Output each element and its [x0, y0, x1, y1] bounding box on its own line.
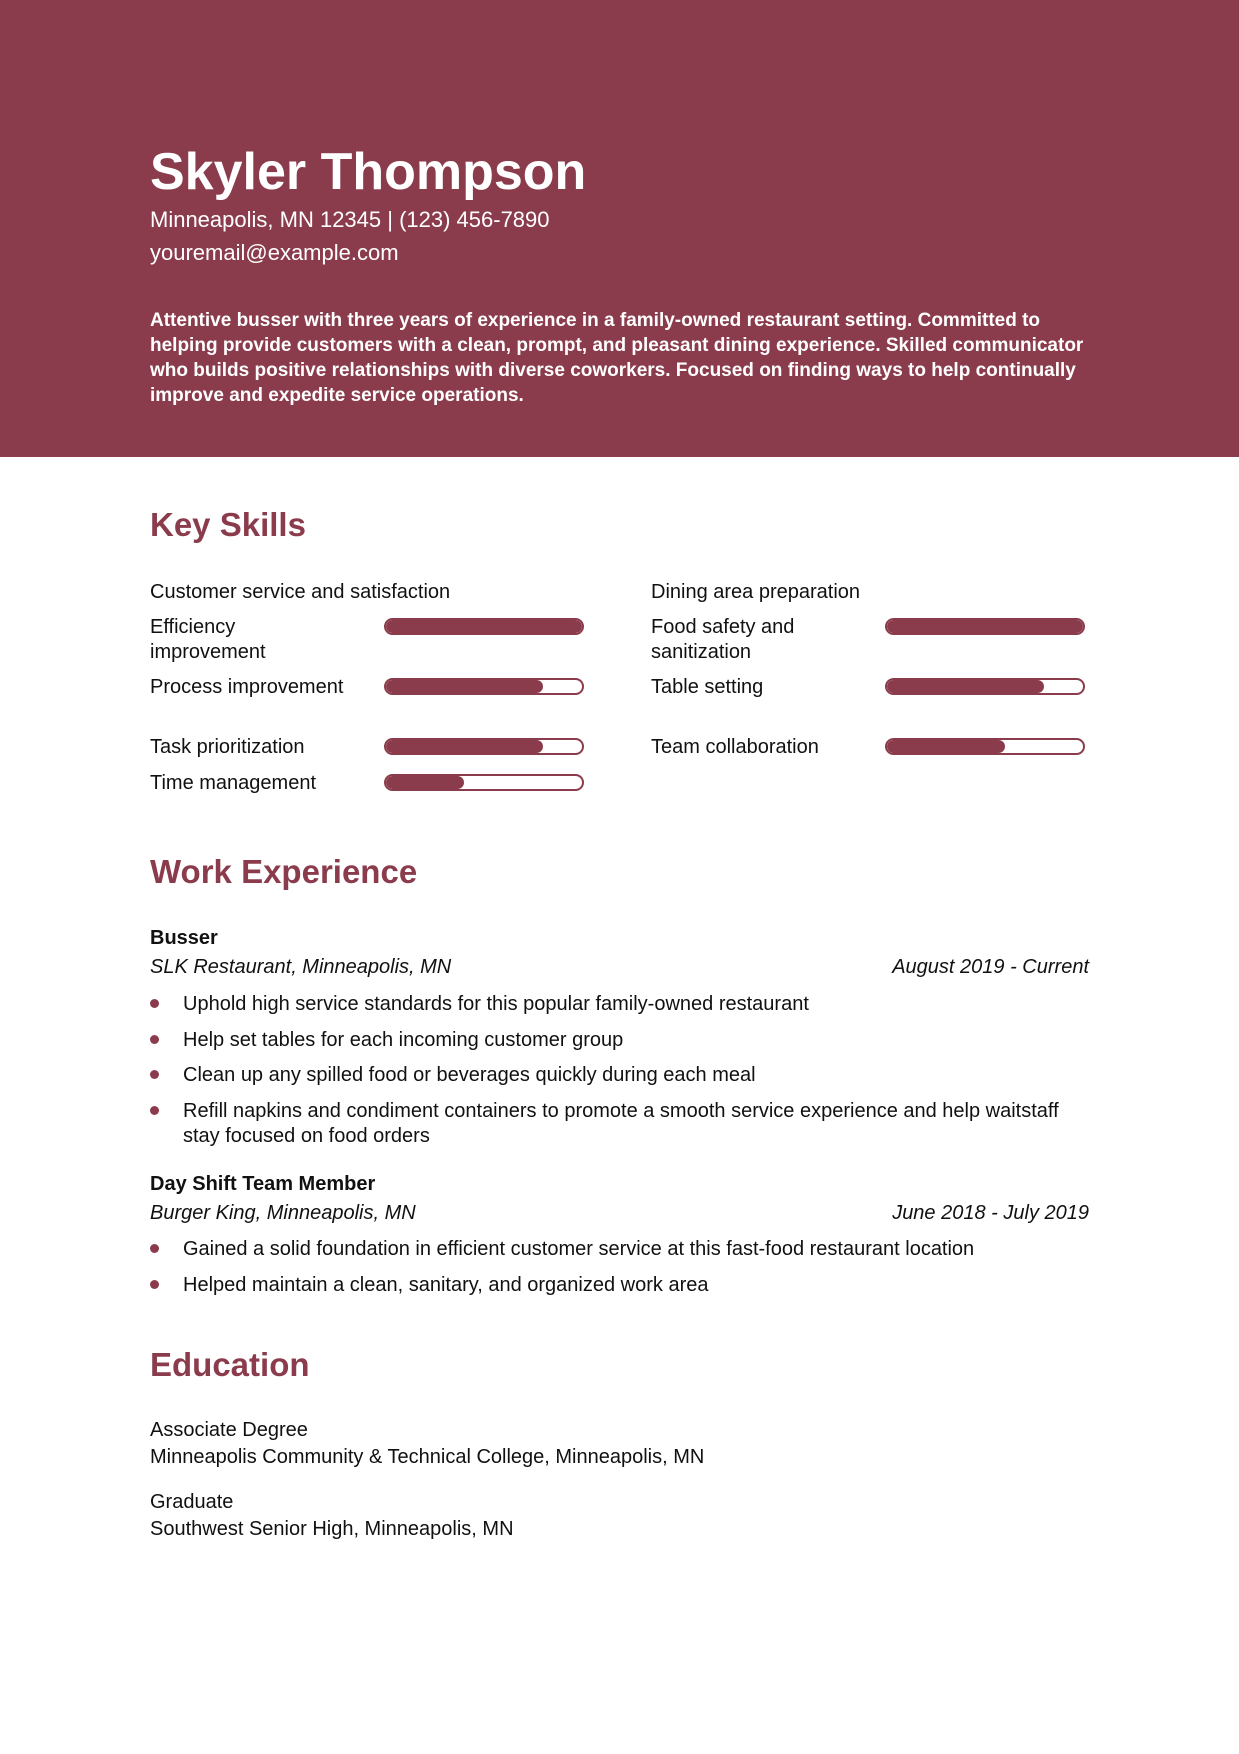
candidate-name: Skyler Thompson — [150, 143, 587, 201]
skill-team-collaboration-level-fill — [887, 740, 1005, 753]
skill-time-management-label: Time management — [150, 772, 316, 794]
skill-table-setting-label: Table setting — [651, 676, 764, 698]
job-responsibility: Help set tables for each incoming customer group — [183, 1029, 624, 1051]
skill-team-collaboration-level-bar — [885, 738, 1085, 755]
job-company: Burger King, Minneapolis, MN — [150, 1202, 416, 1224]
skill-food-safety-level-bar — [885, 618, 1085, 635]
skill-table-setting-level-bar — [885, 678, 1085, 695]
bullet-icon — [150, 999, 159, 1008]
skill-efficiency-level-bar — [384, 618, 584, 635]
education-degree: Graduate — [150, 1491, 234, 1513]
skill-task-prioritization-level-bar — [384, 738, 584, 755]
education-degree: Associate Degree — [150, 1419, 308, 1441]
skill-efficiency-label: Efficiency improvement — [150, 616, 266, 663]
skill-time-management-level-bar — [384, 774, 584, 791]
skill-process-level-bar — [384, 678, 584, 695]
skill-team-collaboration-label: Team collaboration — [651, 736, 819, 758]
skill-food-safety-label: Food safety and sanitization — [651, 616, 795, 663]
skill-efficiency-level-fill — [386, 620, 582, 633]
bullet-icon — [150, 1035, 159, 1044]
education-heading: Education — [150, 1346, 310, 1383]
job-company: SLK Restaurant, Minneapolis, MN — [150, 956, 452, 978]
email-address: youremail@example.com — [150, 240, 399, 265]
skill-process-label: Process improvement — [150, 676, 344, 698]
skill-food-safety-level-fill — [887, 620, 1083, 633]
skill-dining-area-label: Dining area preparation — [651, 581, 861, 603]
skill-time-management-level-fill — [386, 776, 464, 789]
skill-task-prioritization-level-fill — [386, 740, 543, 753]
job-dates: June 2018 - July 2019 — [892, 1202, 1089, 1224]
job-responsibility: Helped maintain a clean, sanitary, and organized work area — [183, 1274, 709, 1296]
job-responsibility: Clean up any spilled food or beverages quickly during each meal — [183, 1064, 756, 1086]
job-dates: August 2019 - Current — [892, 956, 1089, 978]
bullet-icon — [150, 1070, 159, 1079]
location-phone: Minneapolis, MN 12345 | (123) 456-7890 — [150, 207, 550, 232]
skill-table-setting-level-fill — [887, 680, 1044, 693]
job-title: Busser — [150, 927, 218, 949]
bullet-icon — [150, 1244, 159, 1253]
job-responsibility: Refill napkins and condiment containers to promote a smooth service experience and help waitstaff stay focused on food orders — [183, 1100, 1059, 1147]
professional-summary: Attentive busser with three years of experience in a family-owned restaurant setting. Committed to helping provide customers with a clean, prompt, and pleasant dining experience. Skilled communicator who builds positive relationships with diverse coworkers. Focused on finding ways to help continually improve and expedite service operations. — [150, 310, 1084, 406]
work-experience-heading: Work Experience — [150, 853, 418, 890]
bullet-icon — [150, 1280, 159, 1289]
job-title: Day Shift Team Member — [150, 1173, 376, 1195]
job-responsibility: Uphold high service standards for this popular family-owned restaurant — [183, 993, 809, 1015]
key-skills-heading: Key Skills — [150, 506, 306, 543]
bullet-icon — [150, 1106, 159, 1115]
skill-customer-service-label: Customer service and satisfaction — [150, 581, 451, 603]
resume-header — [0, 0, 1239, 457]
skill-process-level-fill — [386, 680, 543, 693]
skill-task-prioritization-label: Task prioritization — [150, 736, 305, 758]
education-school: Minneapolis Community & Technical College, Minneapolis, MN — [150, 1446, 705, 1468]
education-school: Southwest Senior High, Minneapolis, MN — [150, 1518, 514, 1540]
job-responsibility: Gained a solid foundation in efficient customer service at this fast-food restaurant location — [183, 1238, 975, 1260]
